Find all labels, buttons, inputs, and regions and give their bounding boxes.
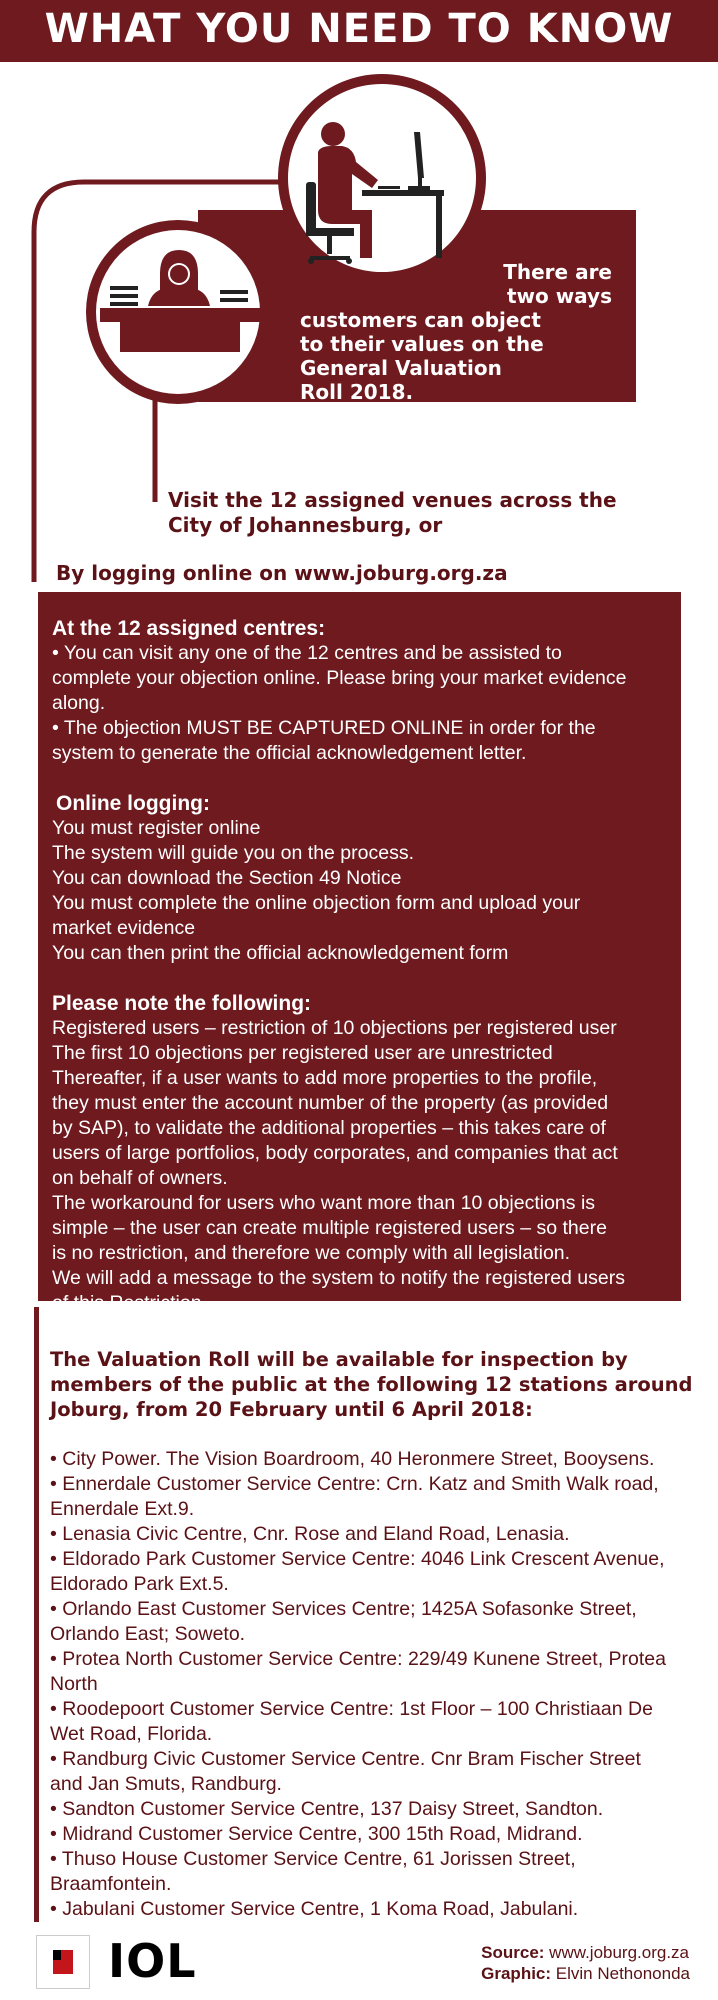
stations-heading-line: members of the public at the following 12 stations around [50, 1373, 693, 1396]
stations-heading [50, 1347, 710, 1422]
station-line: • Jabulani Customer Service Centre, 1 Koma Road, Jabulani. [50, 1898, 579, 1920]
note-line: is no restriction, and therefore we comply with all legislation. [52, 1242, 571, 1264]
centres-line: system to generate the official acknowledgement letter. [52, 742, 527, 764]
station-line: Braamfontein. [50, 1873, 172, 1895]
station-line: • Orlando East Customer Services Centre; 1425A Sofasonke Street, [50, 1598, 637, 1620]
intro-text [300, 260, 630, 404]
centres-heading: At the 12 assigned centres: [52, 617, 326, 640]
logo-square-icon [53, 1950, 73, 1974]
station-line: Orlando East; Soweto. [50, 1623, 246, 1645]
note-line: by SAP), to validate the additional properties – this takes care of [52, 1117, 606, 1139]
online-logging-line: market evidence [52, 917, 196, 939]
graphic-credit [481, 1963, 690, 1984]
online-logging-line: You can then print the official acknowledgement form [52, 942, 509, 964]
stations-heading-line: Joburg, from 20 February until 6 April 2018: [50, 1398, 533, 1421]
person-at-desk-icon [86, 220, 270, 404]
graphic-label: Graphic: [481, 1964, 552, 1983]
station-line: North [50, 1673, 98, 1695]
page-title: WHAT YOU NEED TO KNOW [44, 6, 674, 52]
note-line: on behalf of owners. [52, 1167, 228, 1189]
station-line: Eldorado Park Ext.5. [50, 1573, 229, 1595]
intro-line: There are [503, 260, 612, 284]
note-heading: Please note the following: [52, 992, 312, 1015]
venues-text [168, 488, 617, 538]
centres-line: complete your objection online. Please bring your market evidence [52, 667, 627, 689]
station-line: • Sandton Customer Service Centre, 137 Daisy Street, Sandton. [50, 1798, 604, 1820]
centres-line: • The objection MUST BE CAPTURED ONLINE in order for the [52, 717, 596, 739]
online-logging-line: You must register online [52, 817, 261, 839]
stations-heading-line: The Valuation Roll will be available for inspection by [50, 1348, 628, 1371]
person-at-computer-icon [278, 74, 486, 282]
venues-line: City of Johannesburg, or [168, 513, 443, 537]
station-line: • Thuso House Customer Service Centre, 61 Jorissen Street, [50, 1848, 576, 1870]
note-line: Registered users – restriction of 10 objections per registered user [52, 1017, 617, 1039]
source-credit [481, 1942, 690, 1963]
station-line: Ennerdale Ext.9. [50, 1498, 195, 1520]
intro-line: customers can object [300, 308, 541, 332]
station-line: • City Power. The Vision Boardroom, 40 Heronmere Street, Booysens. [50, 1448, 655, 1470]
stations-section [50, 1347, 710, 1922]
note-line: Thereafter, if a user wants to add more properties to the profile, [52, 1067, 598, 1089]
online-logging-line: The system will guide you on the process. [52, 842, 415, 864]
intro-line: two ways [506, 284, 612, 308]
venues-line: Visit the 12 assigned venues across the [168, 488, 617, 512]
intro-line: General Valuation [300, 356, 502, 380]
online-logging-line: You must complete the online objection form and upload your [52, 892, 581, 914]
station-line: • Lenasia Civic Centre, Cnr. Rose and Eland Road, Lenasia. [50, 1523, 570, 1545]
station-line: and Jan Smuts, Randburg. [50, 1773, 282, 1795]
credits [481, 1942, 690, 1984]
publisher-logo-mark [36, 1935, 90, 1989]
graphic-value: Elvin Nethononda [555, 1964, 690, 1983]
online-logging-line: You can download the Section 49 Notice [52, 867, 402, 889]
station-line: • Randburg Civic Customer Service Centre. Cnr Bram Fischer Street [50, 1748, 641, 1770]
station-line: • Protea North Customer Service Centre: 229/49 Kunene Street, Protea [50, 1648, 666, 1670]
station-line: Wet Road, Florida. [50, 1723, 213, 1745]
station-line: • Eldorado Park Customer Service Centre: 4046 Link Crescent Avenue, [50, 1548, 665, 1570]
stations-accent-bar [34, 1307, 39, 1922]
source-value: www.joburg.org.za [549, 1943, 690, 1962]
centres-line: along. [52, 692, 106, 714]
note-line: We will add a message to the system to notify the registered users [52, 1267, 625, 1289]
station-line: • Midrand Customer Service Centre, 300 15th Road, Midrand. [50, 1823, 583, 1845]
note-line: of this Restriction. [52, 1292, 207, 1314]
note-line: users of large portfolios, body corporates, and companies that act [52, 1142, 618, 1164]
intro-line: Roll 2018. [300, 380, 414, 404]
station-line: • Ennerdale Customer Service Centre: Crn. Katz and Smith Walk road, [50, 1473, 659, 1495]
online-text: By logging online on www.joburg.org.za [56, 561, 508, 585]
note-line: they must enter the account number of the property (as provided [52, 1092, 609, 1114]
note-line: The first 10 objections per registered user are unrestricted [52, 1042, 553, 1064]
note-line: simple – the user can create multiple registered users – so there [52, 1217, 607, 1239]
intro-line: to their values on the [300, 332, 544, 356]
station-line: • Roodepoort Customer Service Centre: 1st Floor – 100 Christiaan De [50, 1698, 653, 1720]
note-line: The workaround for users who want more than 10 objections is [52, 1192, 596, 1214]
publisher-logo-text: IOL [108, 1934, 197, 1988]
source-label: Source: [481, 1943, 545, 1962]
header-banner [0, 0, 718, 62]
online-logging-heading: Online logging: [56, 792, 210, 815]
centres-line: • You can visit any one of the 12 centres and be assisted to [52, 642, 562, 664]
centres-info-box [38, 592, 681, 1314]
